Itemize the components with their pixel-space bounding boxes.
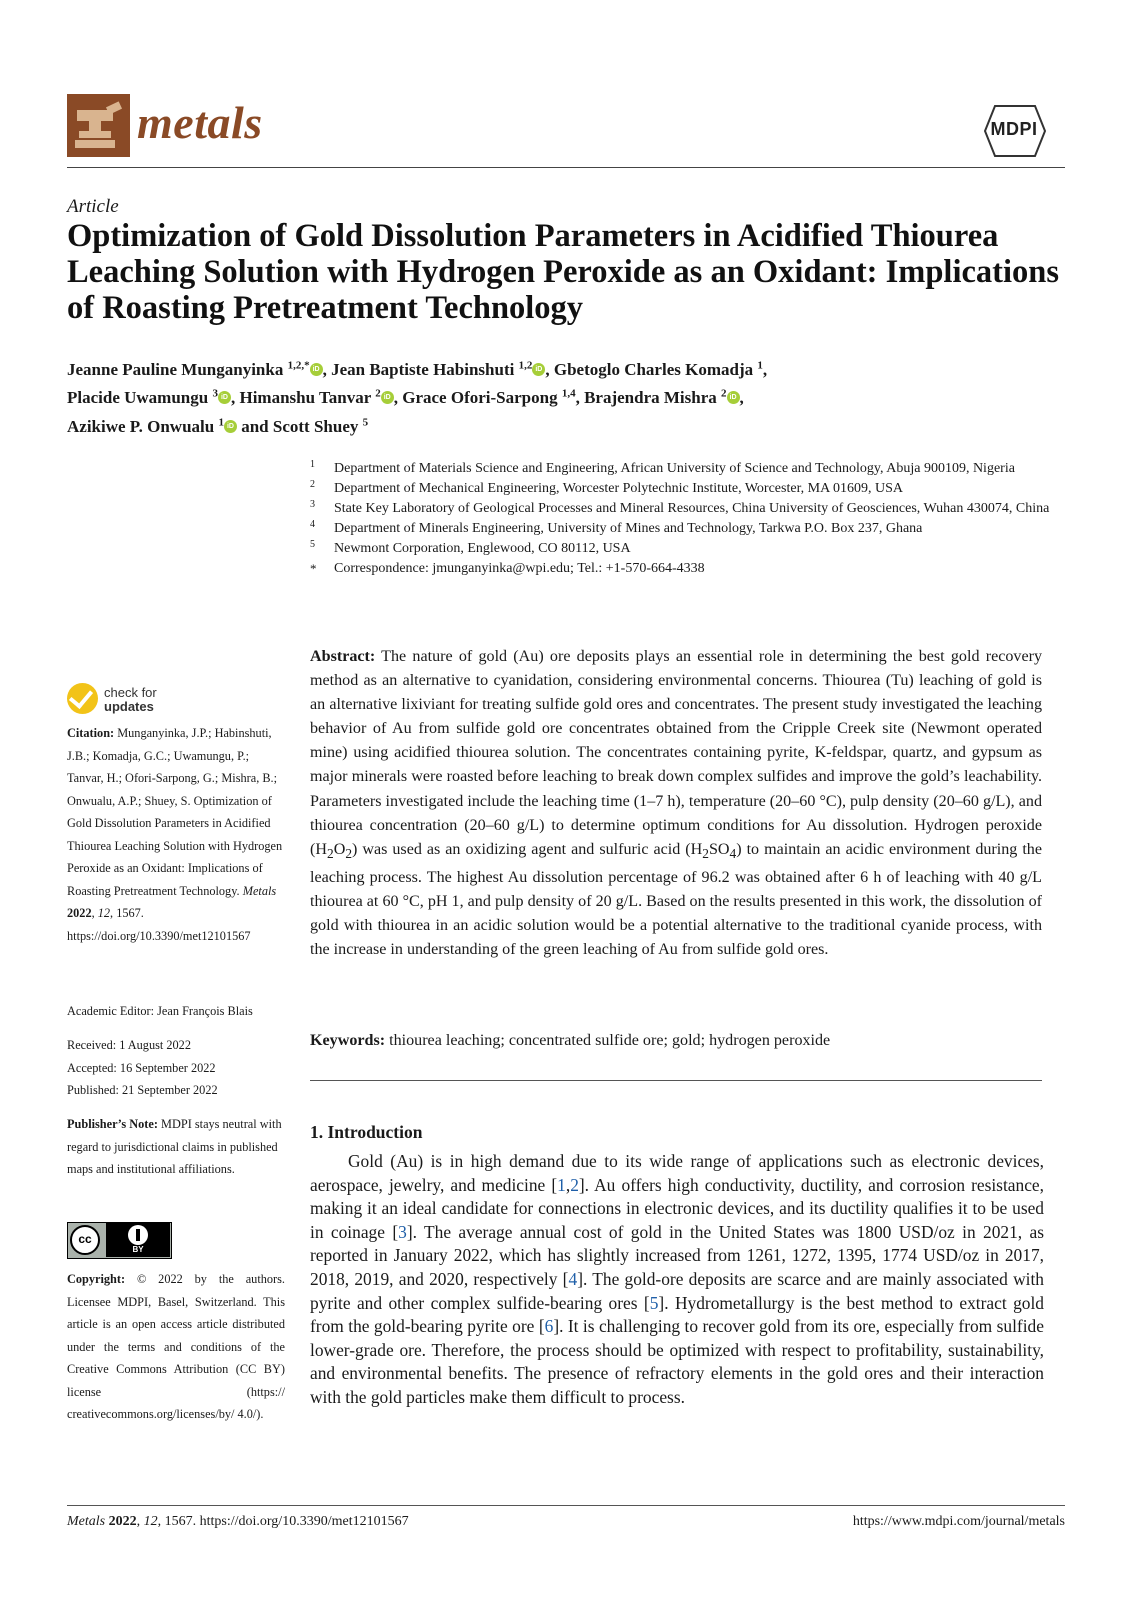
- author: Himanshu Tanvar $^2$ iD ,: [239, 387, 403, 408]
- attribution-person-icon: [128, 1225, 148, 1245]
- footer-citation: Metals 2022, 12, 1567. https://doi.org/10.3390/met12101567: [67, 1514, 409, 1529]
- reference-link[interactable]: 5: [649, 1292, 659, 1313]
- cc-by-license-icon[interactable]: [67, 1222, 172, 1259]
- keywords: Keywords: thiourea leaching; concentrated sulfide ore; gold; hydrogen peroxide: [310, 1032, 831, 1049]
- author: Jean Baptiste Habinshuti $^{1,2}$ iD ,: [331, 359, 554, 379]
- affiliation-list: [310, 459, 1070, 579]
- article-type: Article: [67, 196, 119, 217]
- author: Brajendra Mishra $^2$ iD ,: [584, 387, 744, 408]
- orcid-icon[interactable]: iD: [224, 420, 237, 433]
- author: Scott Shuey $^5$: [272, 416, 369, 436]
- journal-name: metals: [137, 97, 263, 148]
- reference-link[interactable]: 1: [557, 1174, 566, 1195]
- orcid-icon[interactable]: iD: [310, 363, 323, 376]
- section-divider: [310, 1080, 1042, 1081]
- introduction-paragraph: Gold (Au) is in high demand due to its wide range of applications such as electronic devices, aerospace, jewelry, and medicine [1,2]. Au offers high conductivity, ductility, and corrosion resistance, making it an ideal candidate for connections in electronic devices, and its ductility qualifies it to be used in coinage [3]. The average annual cost of gold in the United States was 1800 USD/oz in 2021, as reported in January 2022, which has slightly increased from 1261, 1272, 1395, 1774 USD/oz in 2017, 2018, 2019, and 2020, respectively [4]. The gold-ore deposits are scarce and are mainly associated with pyrite and other complex sulfide-bearing ores [5]. Hydrometallurgy is the best method to extract gold from the gold-bearing pyrite ore [6]. It is challenging to recover gold from its ore, especially from sulfide lower-grade ore. Therefore, the process should be optimized with respect to profitability, sustainability, and environmental benefits. The presence of refractory elements in the gold ores and their interaction with the gold particles make them difficult to process.: [310, 1151, 1044, 1407]
- cc-icon: cc: [70, 1225, 100, 1255]
- orcid-icon[interactable]: iD: [218, 391, 231, 404]
- affiliation: 2 Department of Mechanical Engineering, Worcester Polytechnic Institute, Worcester, MA 01609, USA: [310, 479, 903, 496]
- abstract: Abstract: The nature of gold (Au) ore deposits plays an essential role in determining the best gold recovery method as an alternative to cyanidation, considering environmental concerns. Thiourea (Tu) leaching of gold is an alternative lixiviant for treating sulfide gold ores and concentrates. The present study investigated the leaching behavior of Au from sulfide gold ore concentrates obtained from the Cripple Creek site (Newmont operated mine) using acidified thiourea solution. The concentrates containing pyrite, K-feldspar, quartz, and gypsum as major minerals were roasted before leaching to break down complex sulfides and improve the gold’s leachability. Parameters investigated include the leaching time (1–7 h), temperature (20–60 °C), pulp density (20–60 g/L), and thiourea concentration (20–60 g/L) to determine optimum conditions for Au dissolution. Hydrogen peroxide $(H_2O_2)$ was used as an oxidizing agent and sulfuric acid $(H_2SO_4)$ to maintain an acidic environment during the leaching process. The highest Au dissolution percentage of 96.2 was obtained after 6 h of leaching with 40 g/L thiourea at 60 °C, pH 1, and pulp density of 20 g/L. Based on the results presented in this work, the dissolution of gold with thiourea in an acidic solution would be a potential alternative to the traditional cyanide process, with the increase in understanding of the green leaching of Au from sulfide gold ores.: [310, 648, 1042, 959]
- author-list: [67, 353, 1067, 439]
- footer-divider: [67, 1505, 1065, 1506]
- copyright: Copyright: © 2022 by the authors. Licensee MDPI, Basel, Switzerland. This article is an open access article distributed under the terms and conditions of the Creative Commons Attribution (CC BY) license (https:// creativecommons.org/licenses/by/ 4.0/).: [67, 1272, 285, 1421]
- accepted-date: Accepted: 16 September 2022: [67, 1060, 216, 1075]
- header-divider: [67, 167, 1065, 168]
- reference-link[interactable]: 3: [398, 1221, 407, 1242]
- author: Gbetoglo Charles Komadja $^1$,: [553, 359, 768, 379]
- orcid-icon[interactable]: iD: [532, 363, 545, 376]
- cc-by-label: BY: [132, 1245, 144, 1254]
- publication-dates: [67, 1034, 285, 1102]
- orcid-icon[interactable]: iD: [727, 391, 740, 404]
- affiliation: 5 Newmont Corporation, Englewood, CO 80112, USA: [310, 539, 631, 556]
- author: Grace Ofori-Sarpong $^{1,4}$,: [402, 387, 585, 408]
- publisher-note: Publisher’s Note: MDPI stays neutral with regard to jurisdictional claims in published maps and institutional affiliations.: [67, 1117, 282, 1176]
- orcid-icon[interactable]: iD: [381, 391, 394, 404]
- correspondence: * Correspondence: jmunganyinka@wpi.edu; Tel.: +1-570-664-4338: [310, 561, 705, 576]
- journal-logo-icon: [67, 94, 130, 157]
- article-title: Optimization of Gold Dissolution Parameters in Acidified Thiourea Leaching Solution with Hydrogen Peroxide as an Oxidant: Implications of Roasting Pretreatment Technology: [67, 218, 1059, 326]
- section-heading: 1. Introduction: [310, 1122, 423, 1142]
- author: Jeanne Pauline Munganyinka $^{1,2,*}$ iD ,: [67, 359, 332, 379]
- check-for-updates-button[interactable]: check for updates: [67, 683, 187, 717]
- affiliation: 3 State Key Laboratory of Geological Processes and Mineral Resources, China University of Geosciences, Wuhan 430074, China: [310, 499, 1050, 516]
- reference-link[interactable]: 6: [544, 1316, 554, 1337]
- mdpi-logo: [983, 104, 1047, 158]
- check-updates-icon: [67, 683, 98, 714]
- citation: Citation: Munganyinka, J.P.; Habinshuti, J.B.; Komadja, G.C.; Uwamungu, P.; Tanvar, H.; Ofori-Sarpong, G.; Mishra, B.; Onwualu, A.P.; Shuey, S. Optimization of Gold Dissolution Parameters in Acidified Thiourea Leaching Solution with Hydrogen Peroxide as an Oxidant: Implications of Roasting Pretreatment Technology. Metals 2022, 12, 1567. https://doi.org/10.3390/met12101567: [67, 726, 283, 943]
- reference-link[interactable]: 4: [568, 1268, 578, 1289]
- affiliation: 1 Department of Materials Science and Engineering, African University of Science and Technology, Abuja 900109, Nigeria: [310, 459, 1015, 476]
- author: Placide Uwamungu $^3$ iD ,: [67, 387, 240, 408]
- academic-editor: Academic Editor: Jean François Blais: [67, 1004, 253, 1018]
- reference-link[interactable]: 2: [570, 1174, 579, 1195]
- published-date: Published: 21 September 2022: [67, 1083, 218, 1097]
- journal-url-link[interactable]: https://www.mdpi.com/journal/metals: [852, 1514, 1065, 1529]
- mdpi-logo-text: MDPI: [990, 119, 1038, 139]
- author: Azikiwe P. Onwualu $^1$ iD and: [67, 416, 273, 436]
- affiliation: 4 Department of Minerals Engineering, University of Mines and Technology, Tarkwa P.O. Box 237, Ghana: [310, 519, 923, 536]
- received-date: Received: 1 August 2022: [67, 1038, 191, 1052]
